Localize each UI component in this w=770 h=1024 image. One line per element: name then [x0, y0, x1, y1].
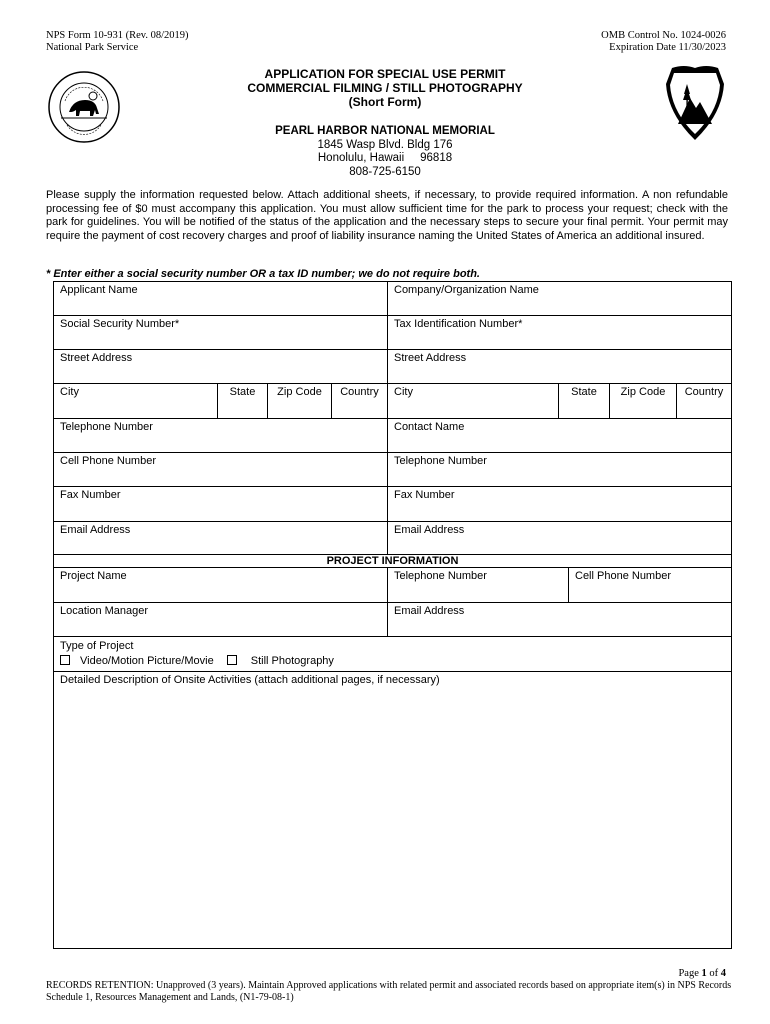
contact-name-label: Contact Name [394, 421, 465, 433]
applicant-phone-field[interactable] [54, 419, 387, 452]
title-line-1: APPLICATION FOR SPECIAL USE PERMIT [264, 67, 506, 81]
project-section-row [54, 555, 731, 568]
form-row-email [54, 522, 731, 555]
company-state-label: State [571, 386, 597, 398]
application-form [53, 281, 732, 949]
company-country-field[interactable] [676, 384, 731, 418]
page-number [678, 968, 726, 979]
company-country-label: Country [684, 386, 724, 398]
page-prefix: Page [678, 968, 702, 979]
description-field[interactable] [54, 672, 731, 948]
project-phone-field[interactable] [387, 568, 568, 602]
expiration-date: Expiration Date 11/30/2023 [609, 42, 726, 53]
project-name-field[interactable] [54, 568, 387, 602]
applicant-country-label: Country [340, 386, 379, 398]
location-manager-label: Location Manager [60, 605, 149, 617]
company-email-label: Email Address [394, 524, 465, 536]
project-type-label: Type of Project [60, 640, 134, 652]
tax-id-field[interactable] [387, 316, 731, 349]
tax-id-label: Tax Identification Number* [394, 318, 523, 330]
park-address-block [0, 125, 770, 179]
ssn-note: * Enter either a social security number OR a tax ID number; we do not require both. [46, 268, 480, 280]
contact-name-field[interactable] [387, 419, 731, 452]
page-total: 4 [720, 968, 726, 979]
company-city-field[interactable] [387, 384, 558, 418]
form-row-fax [54, 487, 731, 522]
still-photo-checkbox[interactable] [227, 655, 237, 665]
park-street: 1845 Wasp Blvd. Bldg 176 [317, 138, 453, 151]
applicant-zip-label: Zip Code [277, 386, 322, 398]
company-email-field[interactable] [387, 522, 731, 554]
ssn-field[interactable] [54, 316, 387, 349]
company-street-label: Street Address [394, 352, 467, 364]
project-section-header: PROJECT INFORMATION [326, 555, 459, 567]
form-number: NPS Form 10-931 (Rev. 08/2019) [46, 30, 189, 41]
contact-phone-label: Telephone Number [394, 455, 487, 467]
form-row-location [54, 603, 731, 637]
applicant-name-label: Applicant Name [60, 284, 138, 296]
company-name-label: Company/Organization Name [394, 284, 539, 296]
applicant-cell-label: Cell Phone Number [60, 455, 156, 467]
form-title [0, 67, 770, 109]
form-header-left [46, 30, 189, 54]
applicant-fax-field[interactable] [54, 487, 387, 521]
still-photo-option-label: Still Photography [250, 655, 334, 667]
form-row-description [54, 672, 731, 948]
contact-phone-field[interactable] [387, 453, 731, 486]
park-phone: 808-725-6150 [349, 165, 421, 178]
title-line-2: COMMERCIAL FILMING / STILL PHOTOGRAPHY [247, 81, 523, 95]
applicant-cell-field[interactable] [54, 453, 387, 486]
omb-control-number: OMB Control No. 1024-0026 [601, 30, 726, 41]
form-row-city [54, 384, 731, 419]
location-manager-field[interactable] [54, 603, 387, 636]
company-state-field[interactable] [558, 384, 609, 418]
form-header-right [601, 30, 726, 54]
page-current: 1 [701, 968, 707, 979]
form-row-cell [54, 453, 731, 487]
applicant-country-field[interactable] [331, 384, 387, 418]
form-row-phone [54, 419, 731, 453]
applicant-phone-label: Telephone Number [60, 421, 153, 433]
applicant-email-field[interactable] [54, 522, 387, 554]
applicant-state-field[interactable] [217, 384, 267, 418]
applicant-state-label: State [229, 386, 256, 398]
applicant-fax-label: Fax Number [60, 489, 121, 501]
records-retention-note: RECORDS RETENTION: Unapproved (3 years). Maintain Approved applications with related permit and associated records based on appropriate item(s) in NPS Records Schedule 1, Resources Management and Lands, (N1-79-08-1) [46, 980, 732, 1003]
company-street-field[interactable] [387, 350, 731, 383]
company-name-field[interactable] [387, 282, 731, 315]
park-name: PEARL HARBOR NATIONAL MEMORIAL [275, 125, 495, 137]
applicant-city-label: City [60, 386, 79, 398]
company-zip-label: Zip Code [620, 386, 666, 398]
title-line-3: (Short Form) [348, 95, 422, 109]
company-city-label: City [394, 386, 413, 398]
company-fax-label: Fax Number [394, 489, 455, 501]
ssn-label: Social Security Number* [60, 318, 180, 330]
project-cell-label: Cell Phone Number [575, 570, 671, 582]
project-phone-label: Telephone Number [394, 570, 487, 582]
company-fax-field[interactable] [387, 487, 731, 521]
applicant-street-field[interactable] [54, 350, 387, 383]
park-city: Honolulu, Hawaii 96818 [317, 152, 453, 164]
applicant-name-field[interactable] [54, 282, 387, 315]
company-zip-field[interactable] [609, 384, 676, 418]
agency-name: National Park Service [46, 42, 139, 53]
instructions-paragraph: Please supply the information requested below. Attach additional sheets, if necessary, to provide required information. A non refundable processing fee of $0 must accompany this application. You must allow sufficient time for the park to process your request; check with the park for guidelines. You will be notified of the status of the application and the necessary steps to secure your final permit. Your permit may require the payment of cost recovery charges and proof of liability insurance naming the United States of America an additional insured. [46, 189, 728, 242]
description-label: Detailed Description of Onsite Activities (attach additional pages, if necessary) [60, 674, 440, 686]
project-type-options [60, 654, 731, 669]
form-row-ids [54, 316, 731, 350]
applicant-zip-field[interactable] [267, 384, 331, 418]
page-of: of [706, 968, 721, 979]
applicant-city-field[interactable] [54, 384, 217, 418]
form-row-type [54, 637, 731, 672]
applicant-email-label: Email Address [60, 524, 131, 536]
project-cell-field[interactable] [568, 568, 731, 602]
video-checkbox[interactable] [60, 655, 70, 665]
project-name-label: Project Name [60, 570, 127, 582]
project-email-label: Email Address [394, 605, 465, 617]
form-row-street [54, 350, 731, 384]
project-email-field[interactable] [387, 603, 731, 636]
form-row-project [54, 568, 731, 603]
video-option-label: Video/Motion Picture/Movie [80, 655, 214, 667]
applicant-street-label: Street Address [60, 352, 133, 364]
form-row-names [54, 282, 731, 316]
project-type-field [54, 637, 731, 671]
